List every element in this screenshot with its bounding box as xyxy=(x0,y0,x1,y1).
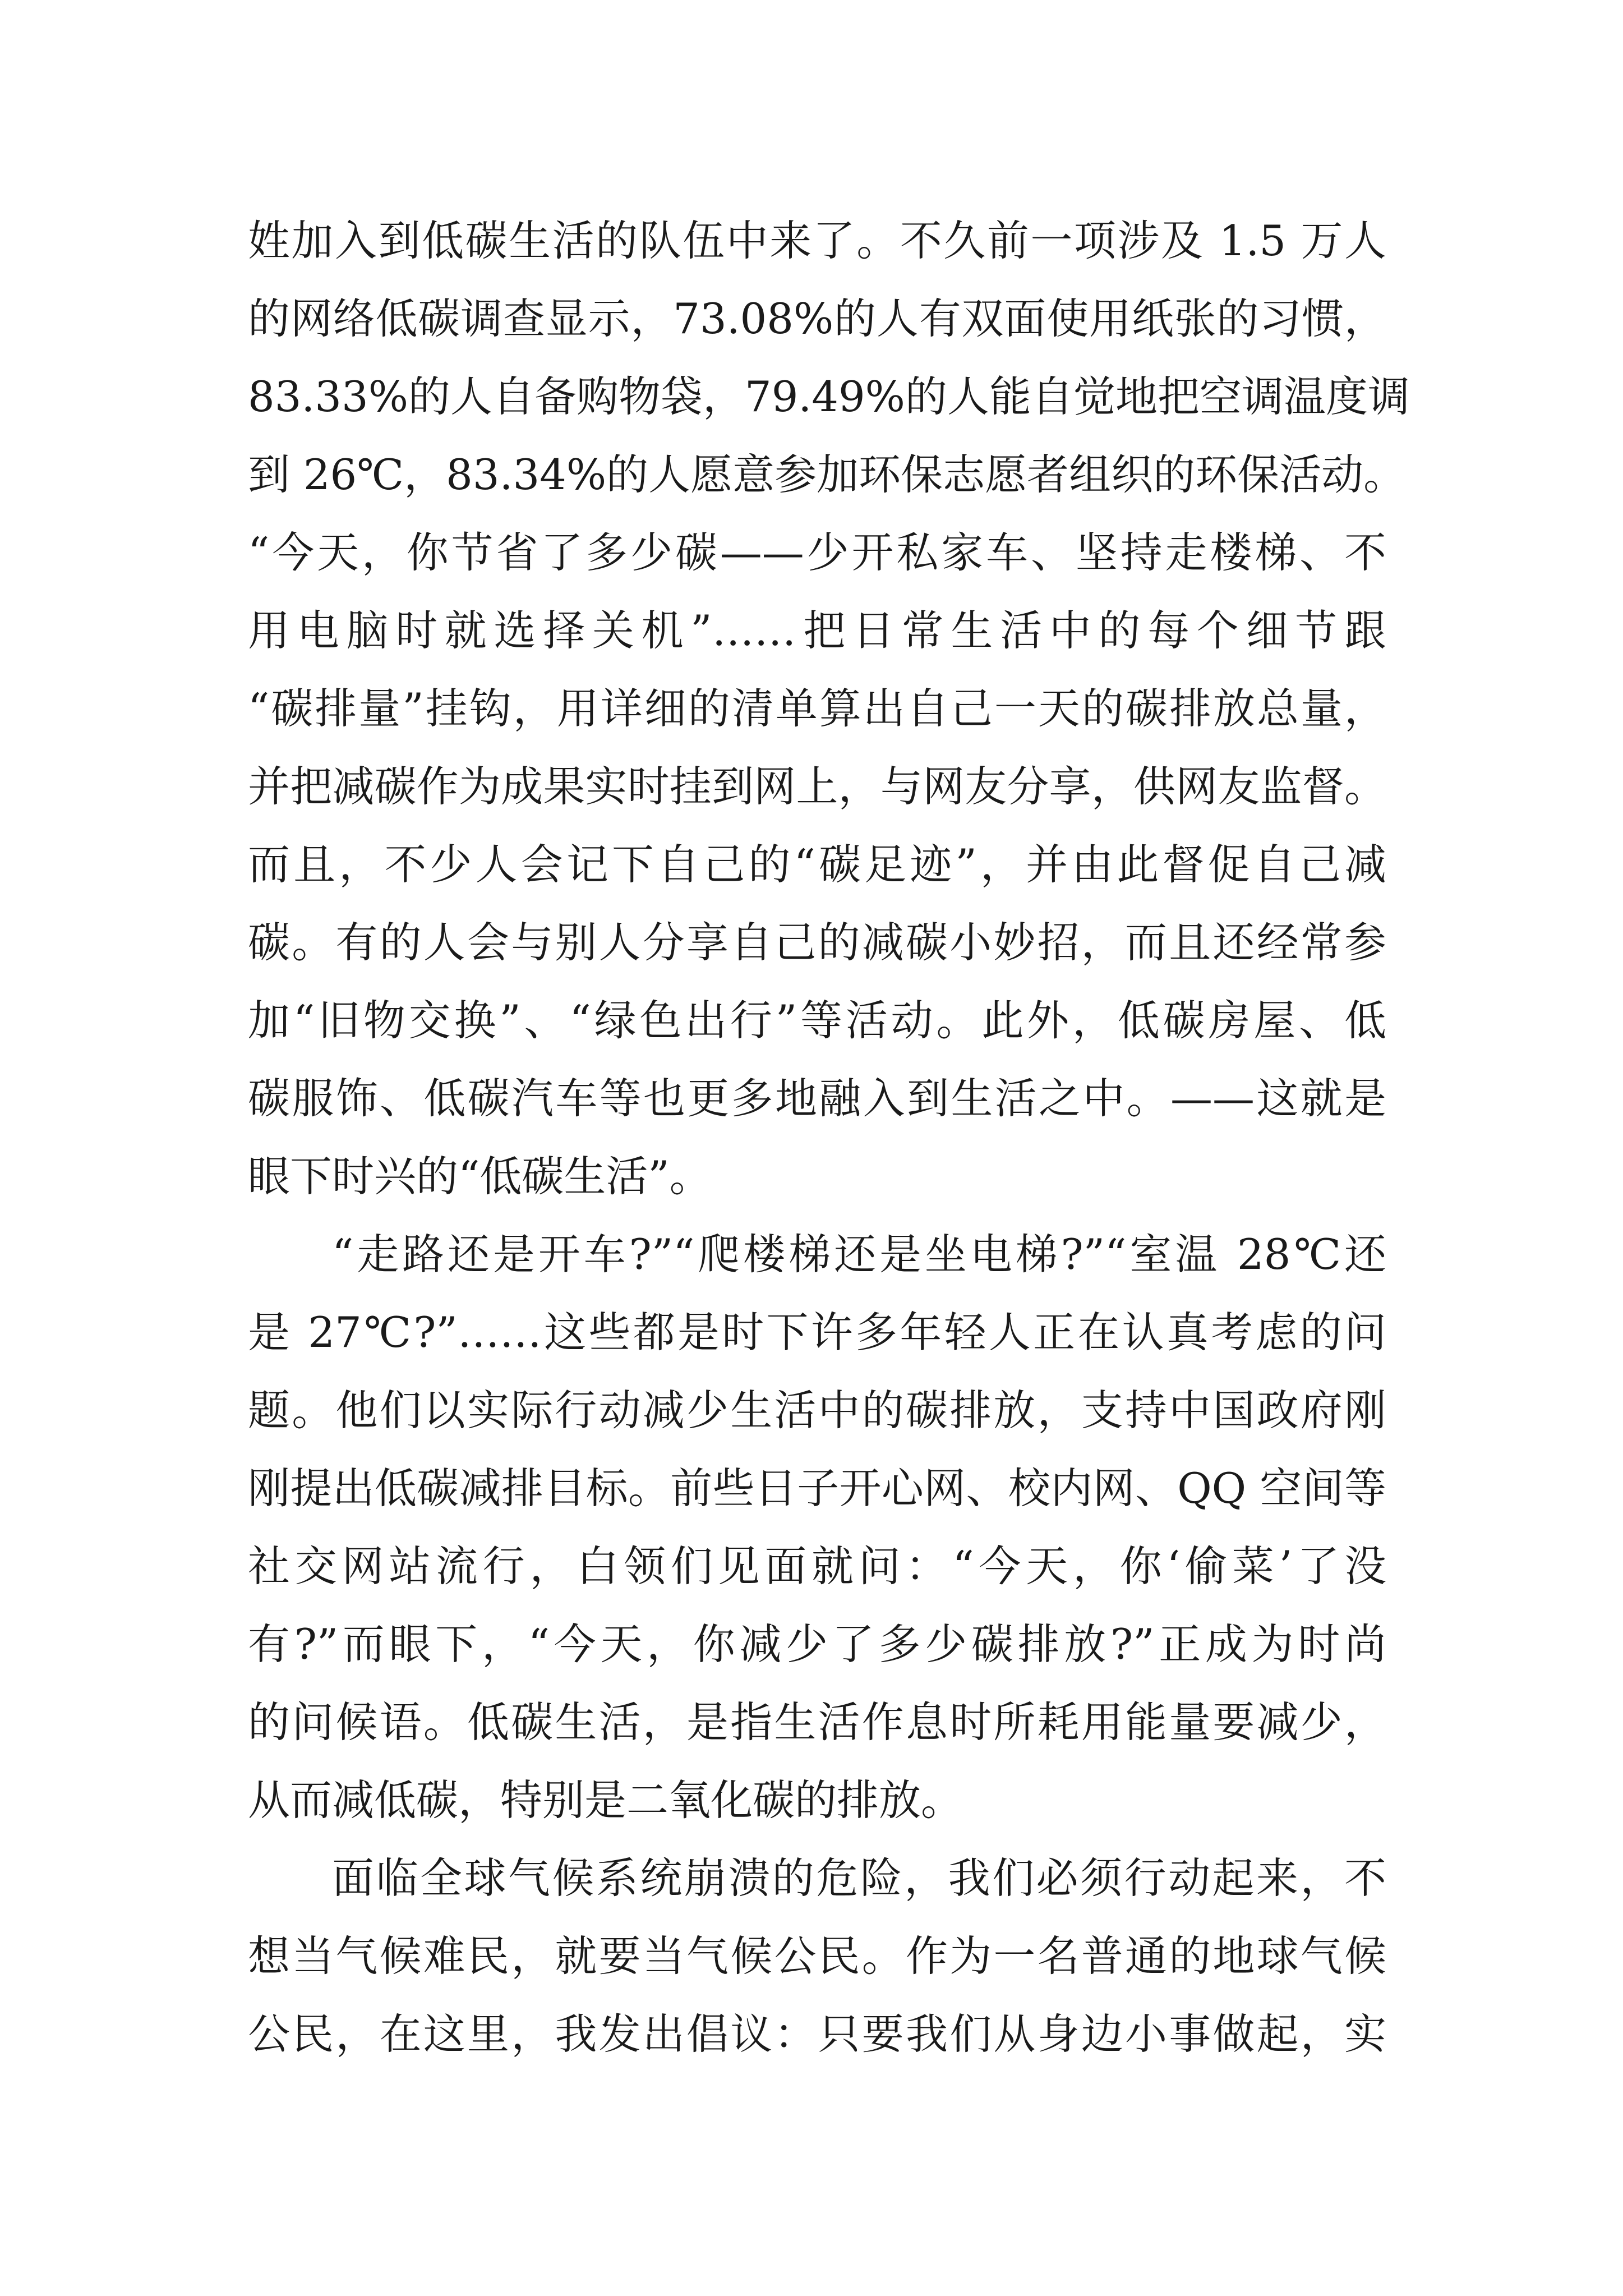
text-line: 加“旧物交换”、“绿色出行”等活动。此外，低碳房屋、低 xyxy=(248,996,1386,1045)
text-line: 83.33%的人自备购物袋，79.49%的人能自觉地把空调温度调 xyxy=(248,372,1410,421)
text-line: 到 26℃，83.34%的人愿意参加环保志愿者组织的环保活动。 xyxy=(248,450,1406,499)
text-line: “碳排量”挂钩，用详细的清单算出自己一天的碳排放总量， xyxy=(248,684,1386,733)
text-line: 刚提出低碳减排目标。前些日子开心网、校内网、QQ 空间等 xyxy=(248,1464,1386,1513)
text-line: 并把减碳作为成果实时挂到网上，与网友分享，供网友监督。 xyxy=(248,762,1386,811)
text-line: 碳服饰、低碳汽车等也更多地融入到生活之中。——这就是 xyxy=(248,1074,1386,1123)
text-line: 眼下时兴的“低碳生活”。 xyxy=(248,1152,712,1201)
text-line: “走路还是开车?”“爬楼梯还是坐电梯?”“室温 28℃还 xyxy=(332,1230,1386,1279)
text-line: 公民，在这里，我发出倡议：只要我们从身边小事做起，实 xyxy=(248,2009,1386,2059)
text-line: 从而减低碳，特别是二氧化碳的排放。 xyxy=(248,1775,963,1825)
text-line: 题。他们以实际行动减少生活中的碳排放，支持中国政府刚 xyxy=(248,1386,1386,1435)
paragraph-2 xyxy=(248,1216,1386,1839)
text-line: 姓加入到低碳生活的队伍中来了。不久前一项涉及 1.5 万人 xyxy=(248,216,1386,265)
text-line: 碳。有的人会与别人分享自己的减碳小妙招，而且还经常参 xyxy=(248,918,1386,967)
paragraph-1 xyxy=(248,202,1410,1216)
text-line: 面临全球气候系统崩溃的危险，我们必须行动起来，不 xyxy=(332,1853,1386,1903)
text-line: 是 27℃?”……这些都是时下许多年轻人正在认真考虑的问 xyxy=(248,1308,1386,1357)
text-line: 有?”而眼下，“今天，你减少了多少碳排放?”正成为时尚 xyxy=(248,1619,1386,1669)
text-line: 想当气候难民，就要当气候公民。作为一名普通的地球气候 xyxy=(248,1931,1386,1981)
text-line: “今天，你节省了多少碳——少开私家车、坚持走楼梯、不 xyxy=(248,528,1386,577)
text-line: 而且，不少人会记下自己的“碳足迹”，并由此督促自己减 xyxy=(248,840,1386,889)
text-line: 的问候语。低碳生活，是指生活作息时所耗用能量要减少， xyxy=(248,1697,1386,1747)
text-line: 用电脑时就选择关机”……把日常生活中的每个细节跟 xyxy=(248,606,1386,655)
text-line: 的网络低碳调查显示，73.08%的人有双面使用纸张的习惯， xyxy=(248,294,1386,343)
paragraph-3 xyxy=(248,1839,1386,2073)
text-line: 社交网站流行，白领们见面就问：“今天，你‘偷菜’了没 xyxy=(248,1542,1386,1591)
body-text xyxy=(248,202,1410,2073)
